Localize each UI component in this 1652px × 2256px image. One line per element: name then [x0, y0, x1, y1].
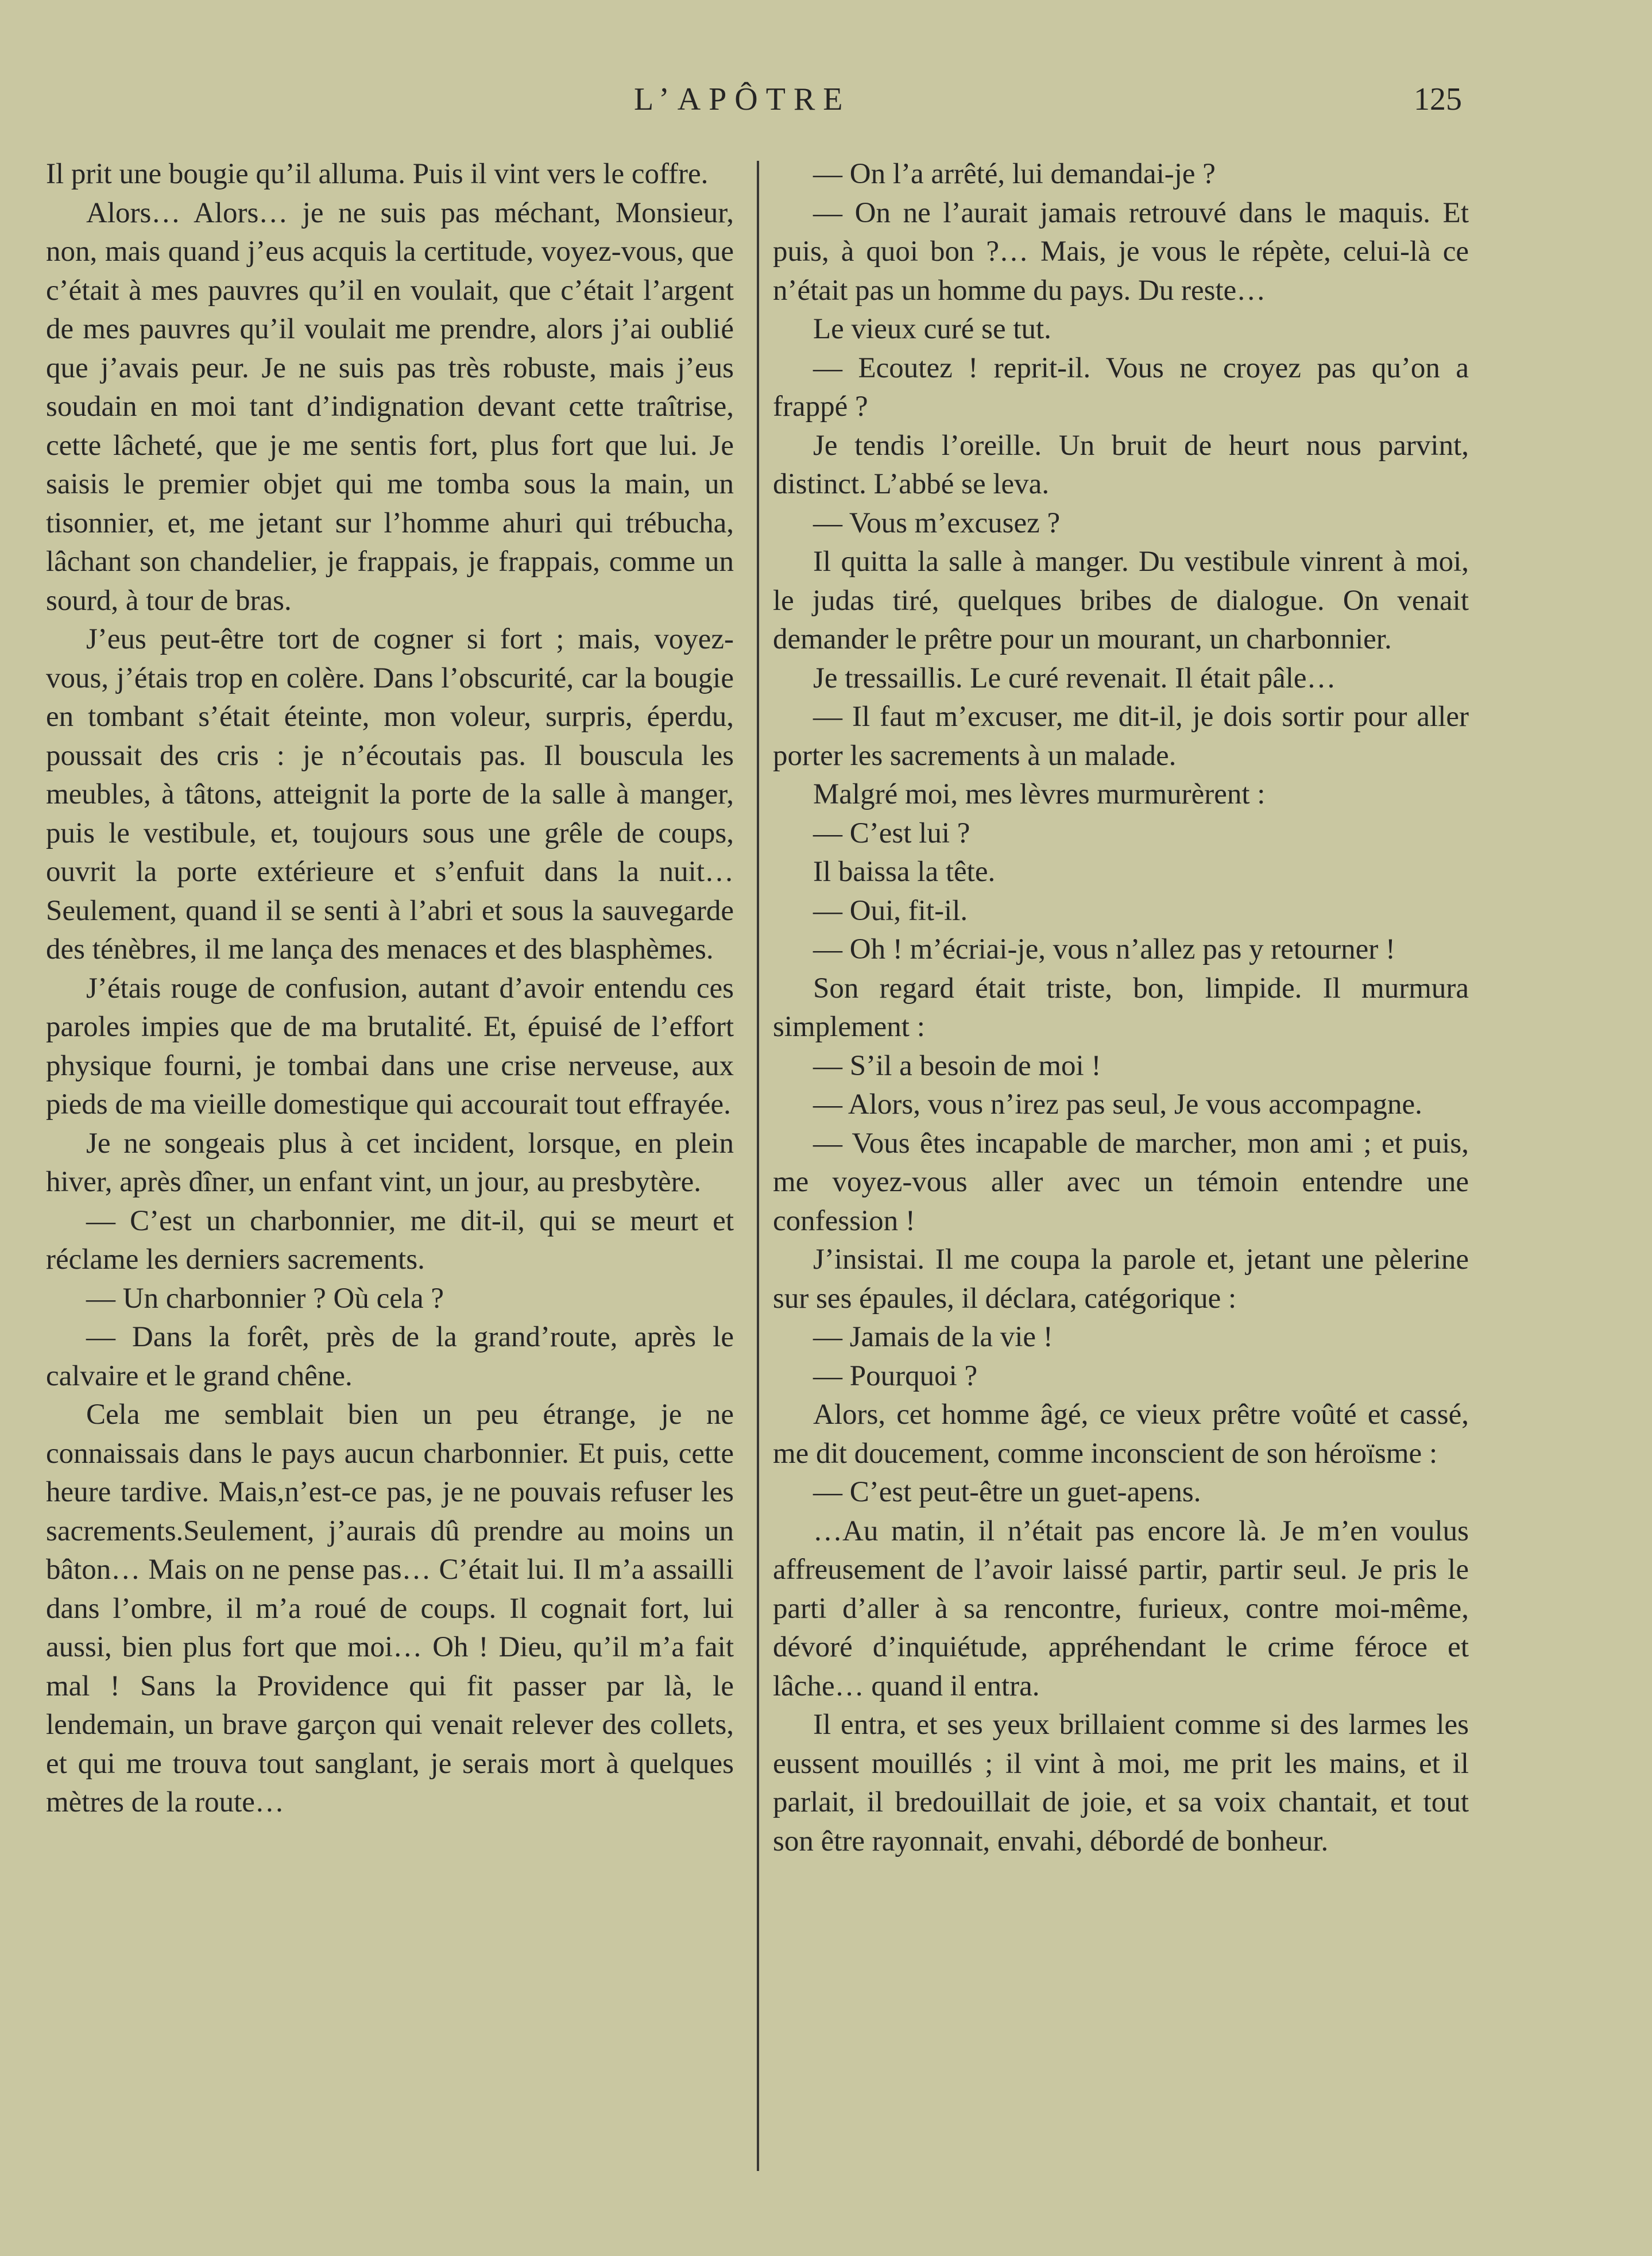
column-divider — [757, 161, 759, 2171]
left-column — [46, 155, 734, 1822]
paragraph: Son regard était triste, bon, limpide. Il murmura simplement : — [773, 972, 1469, 1043]
paragraph: — Vous êtes incapable de marcher, mon ami ; et puis, me voyez-vous aller avec un témoin entendre une confession ! — [773, 1127, 1469, 1237]
paragraph: — On l’a arrêté, lui demandai-je ? — [813, 158, 1216, 190]
paragraph: — Oh ! m’écriai-je, vous n’allez pas y retourner ! — [813, 933, 1395, 965]
paragraph: Je tendis l’oreille. Un bruit de heurt nous parvint, distinct. L’abbé se leva. — [773, 429, 1469, 500]
running-head-title: L’APÔTRE — [634, 82, 851, 117]
paragraph: — S’il a besoin de moi ! — [813, 1049, 1101, 1082]
paragraph: — Un charbonnier ? Où cela ? — [86, 1282, 444, 1315]
paragraph: — Alors, vous n’irez pas seul, Je vous accompagne. — [813, 1088, 1422, 1121]
paragraph: Alors, cet homme âgé, ce vieux prêtre voûté et cassé, me dit doucement, comme inconscient de son héroïsme : — [773, 1399, 1469, 1470]
paragraph: — Oui, fit-il. — [813, 894, 968, 927]
paragraph: Il prit une bougie qu’il alluma. Puis il vint vers le coffre. — [46, 158, 709, 190]
paragraph: J’insistai. Il me coupa la parole et, jetant une pèlerine sur ses épaules, il déclara, catégorique : — [773, 1243, 1469, 1315]
paragraph: Je tressaillis. Le curé revenait. Il était pâle… — [813, 662, 1336, 694]
paragraph: Je ne songeais plus à cet incident, lorsque, en plein hiver, après dîner, un enfant vint, un jour, au presbytère. — [46, 1127, 734, 1198]
page-number: 125 — [1414, 82, 1462, 117]
paragraph: J’étais rouge de confusion, autant d’avoir entendu ces paroles impies que de ma brutalité. Et, épuisé de l’effort physique fourni, je tombai dans une crise nerveuse, aux pieds de ma vieille domestique qui accourait tout effrayée. — [46, 972, 734, 1121]
paragraph: — Jamais de la vie ! — [813, 1321, 1053, 1353]
paragraph: — C’est peut-être un guet-apens. — [813, 1476, 1201, 1508]
paragraph: — Il faut m’excuser, me dit-il, je dois sortir pour aller porter les sacrements à un malade. — [773, 701, 1469, 772]
paragraph: — C’est lui ? — [813, 817, 970, 849]
paragraph: …Au matin, il n’était pas encore là. Je m’en voulus affreusement de l’avoir laissé partir, partir seul. Je pris le parti d’aller à sa rencontre, furieux, contre moi-même, dévoré d’inquiétude, appréhendant le crime féroce et lâche… quand il entra. — [773, 1515, 1469, 1702]
paragraph: Il baissa la tête. — [813, 856, 996, 888]
paragraph: — Pourquoi ? — [813, 1359, 978, 1392]
paragraph: J’eus peut-être tort de cogner si fort ; mais, voyez-vous, j’étais trop en colère. Dans l’obscurité, car la bougie en tombant s’était éteinte, mon voleur, surpris, éperdu, poussait des cris : je n’écoutais pas. Il bouscula les meubles, à tâtons, atteignit la porte de la salle à manger, puis le vestibule, et, toujours sous une grêle de coups, ouvrit la porte extérieure et s’enfuit dans la nuit… Seulement, quand il se senti à l’abri et sous la sauvegarde des ténèbres, il me lança des menaces et des blasphèmes. — [46, 623, 734, 965]
paragraph: Malgré moi, mes lèvres murmurèrent : — [813, 778, 1266, 810]
paragraph: — Dans la forêt, près de la grand’route, après le calvaire et le grand chêne. — [46, 1321, 734, 1392]
paragraph: Alors… Alors… je ne suis pas méchant, Monsieur, non, mais quand j’eus acquis la certitude, voyez-vous, que c’était à mes pauvres qu’il en voulait, que c’était l’argent de mes pauvres qu’il voulait me prendre, alors j’ai oublié que j’avais peur. Je ne suis pas très robuste, mais j’eus soudain en moi tant d’indignation devant cette traîtrise, cette lâcheté, que je me sentis fort, plus fort que lui. Je saisis le premier objet qui me tomba sous la main, un tisonnier, et, me jetant sur l’homme ahuri qui trébucha, lâchant son chandelier, je frappais, je frappais, comme un sourd, à tour de bras. — [46, 196, 734, 617]
running-head — [0, 74, 1652, 125]
paragraph: Il entra, et ses yeux brillaient comme si des larmes les eussent mouillés ; il vint à moi, me prit les mains, et il parlait, il bredouillait de joie, et sa voix chantait, et tout son être rayonnait, envahi, débordé de bonheur. — [773, 1709, 1469, 1857]
paragraph: Cela me semblait bien un peu étrange, je ne connaissais dans le pays aucun charbonnier. Et puis, cette heure tardive. Mais,n’est-ce pas, je ne pouvais refuser les sacrements.Seulement, j’aurais dû prendre au moins un bâton… Mais on ne pense pas… C’était lui. Il m’a assailli dans l’ombre, il m’a roué de coups. Il cognait fort, lui aussi, bien plus fort que moi… Oh ! Dieu, qu’il m’a fait mal ! Sans la Providence qui fit passer par là, le lendemain, un brave garçon qui venait relever des collets, et qui me trouva tout sanglant, je serais mort à quelques mètres de la route… — [46, 1399, 734, 1818]
paragraph: — Vous m’excusez ? — [813, 507, 1061, 539]
paragraph: — On ne l’aurait jamais retrouvé dans le maquis. Et puis, à quoi bon ?… Mais, je vous le répète, celui-là ce n’était pas un homme du pays. Du reste… — [773, 196, 1469, 307]
paragraph: — Ecoutez ! reprit-il. Vous ne croyez pas qu’on a frappé ? — [773, 351, 1469, 423]
paragraph: Le vieux curé se tut. — [813, 313, 1051, 345]
right-column — [773, 155, 1469, 1861]
paragraph: — C’est un charbonnier, me dit-il, qui se meurt et réclame les derniers sacrements. — [46, 1204, 734, 1276]
paragraph: Il quitta la salle à manger. Du vestibule vinrent à moi, le judas tiré, quelques bribes de dialogue. On venait demander le prêtre pour un mourant, un charbonnier. — [773, 546, 1469, 655]
